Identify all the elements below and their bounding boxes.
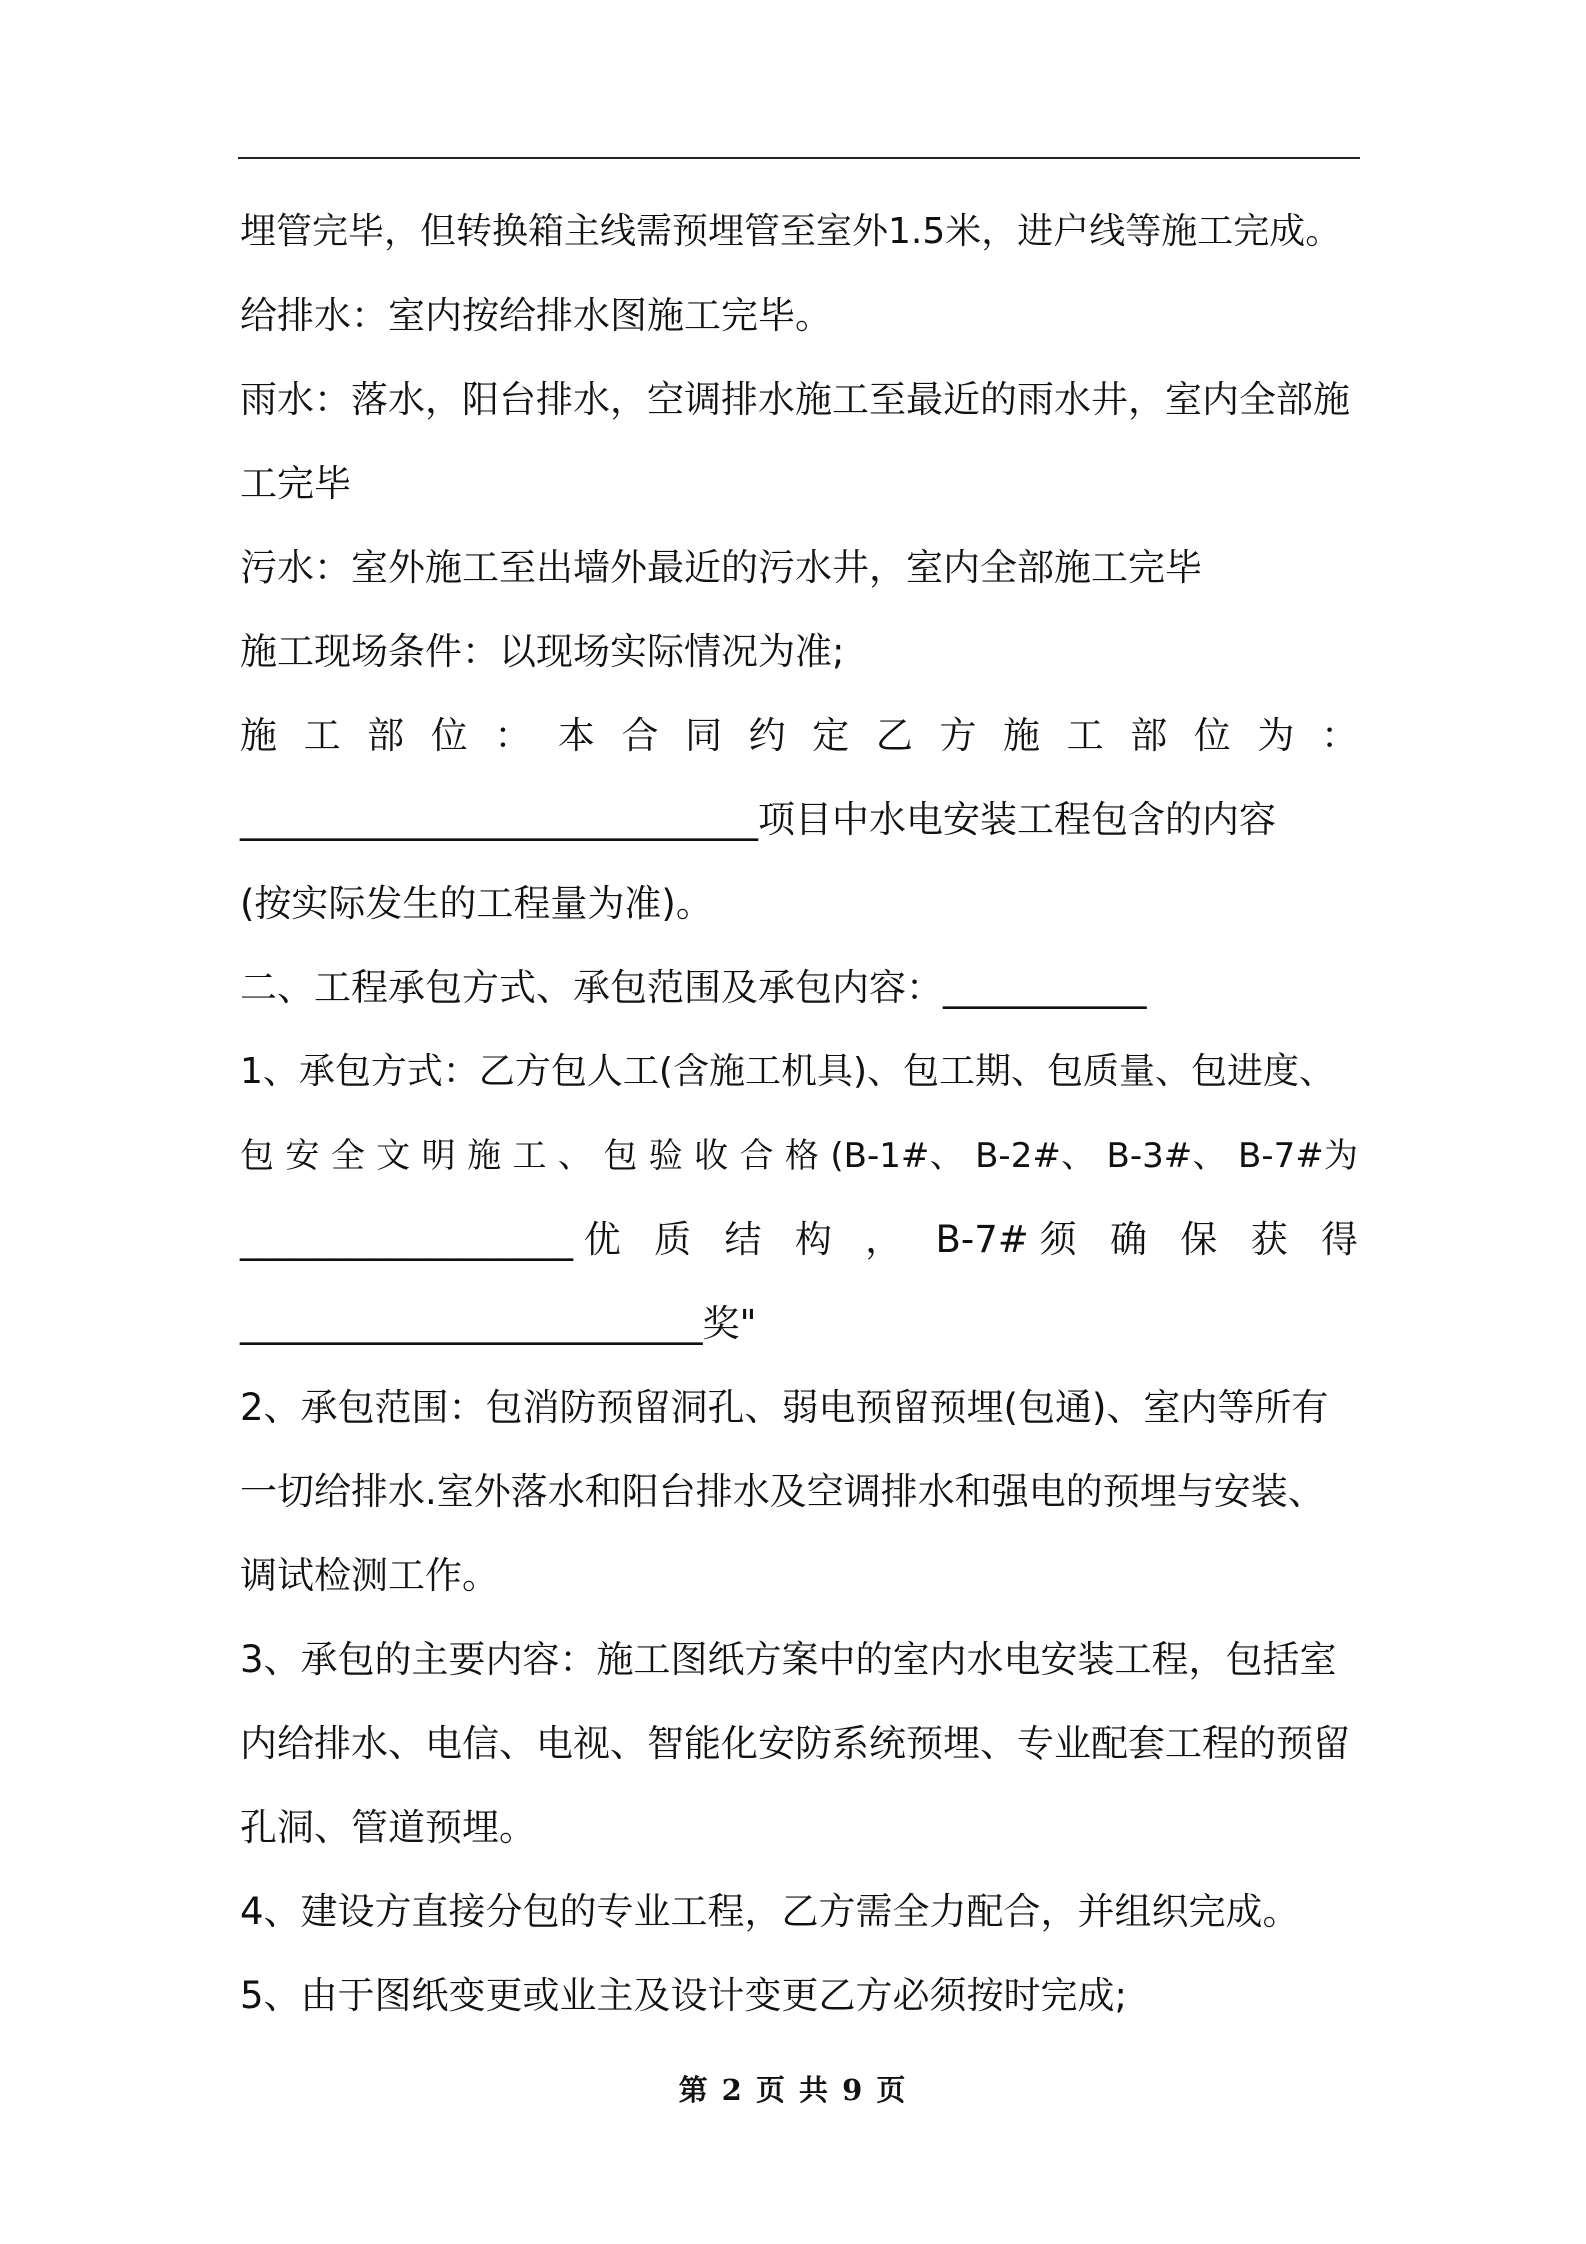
text-line: 内给排水、电信、电视、智能化安防系统预埋、专业配套工程的预留 bbox=[240, 1722, 1350, 1765]
text-line: 雨水：落水，阳台排水，空调排水施工至最近的雨水井，室内全部施 bbox=[240, 378, 1350, 421]
text-line: 2、承包范围：包消防预留洞孔、弱电预留预埋(包通)、室内等所有 bbox=[240, 1386, 1329, 1429]
text-line: 一切给排水.室外落水和阳台排水及空调排水和强电的预埋与安装、 bbox=[240, 1470, 1325, 1513]
text-line: 包 安 全 文 明 施 工 、 包 验 收 合 格 (B-1#、 B-2#、 B-3#、 B-7#为 bbox=[240, 1136, 1358, 1176]
text-line: _________________________奖" bbox=[240, 1302, 757, 1345]
text-line: 施 工 部 位 ： 本 合 同 约 定 乙 方 施 工 部 位 为 ： bbox=[240, 714, 1358, 757]
document-body bbox=[240, 190, 1358, 2038]
text-line: 污水：室外施工至出墙外最近的污水井，室内全部施工完毕 bbox=[240, 546, 1202, 589]
text-line: 5、由于图纸变更或业主及设计变更乙方必须按时完成; bbox=[240, 1974, 1128, 2017]
text-line: 给排水：室内按给排水图施工完毕。 bbox=[240, 294, 832, 337]
text-line: 3、承包的主要内容：施工图纸方案中的室内水电安装工程，包括室 bbox=[240, 1638, 1337, 1681]
text-line: 1、承包方式：乙方包人工(含施工机具)、包工期、包质量、包进度、 bbox=[240, 1051, 1335, 1092]
text-line: 孔洞、管道预埋。 bbox=[240, 1806, 536, 1849]
text-line: 埋管完毕，但转换箱主线需预埋管至室外1.5米，进户线等施工完成。 bbox=[240, 211, 1342, 252]
text-line: 调试检测工作。 bbox=[240, 1554, 499, 1597]
header-rule bbox=[238, 157, 1360, 159]
text-line: 工完毕 bbox=[240, 462, 351, 505]
text-line: (按实际发生的工程量为准)。 bbox=[240, 882, 713, 925]
text-line: 二、工程承包方式、承包范围及承包内容：___________ bbox=[240, 966, 1147, 1009]
text-line: ____________________________项目中水电安装工程包含的内容 bbox=[240, 798, 1276, 841]
text-line: 施工现场条件：以现场实际情况为准; bbox=[240, 630, 845, 673]
text-line: 4、建设方直接分包的专业工程，乙方需全力配合，并组织完成。 bbox=[240, 1890, 1300, 1933]
page-number: 第 2 页 共 9 页 bbox=[678, 2073, 908, 2107]
text-line: __________________优 质 结 构 ， B-7#须 确 保 获 得 bbox=[240, 1218, 1358, 1261]
